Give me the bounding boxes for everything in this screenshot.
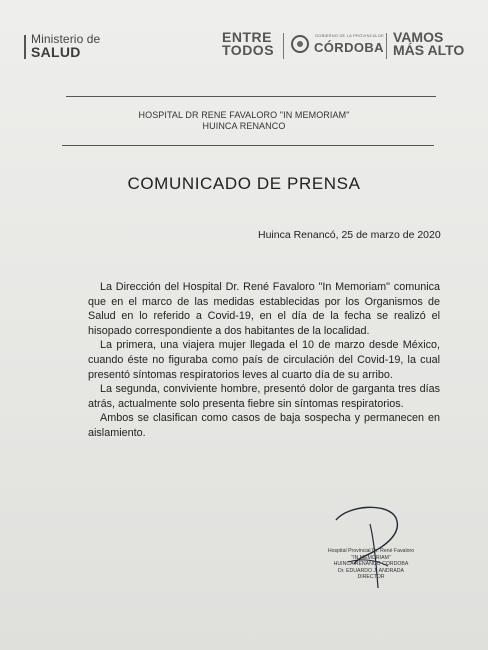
cordoba-logo-big: CÓRDOBA [314,40,384,55]
dateline: Huinca Renancó, 25 de marzo de 2020 [258,229,441,241]
cordoba-seal-icon [291,35,309,53]
hospital-city: HUINCA RENANCO [202,121,286,131]
entre-todos-logo [222,31,274,57]
entre-line: ENTRE [222,29,272,45]
todos-line: TODOS [222,42,275,58]
bottom-rule [62,145,434,146]
ministerio-logo-line2: SALUD [31,44,81,60]
paragraph [88,338,440,382]
mas-alto-line: MÁS ALTO [393,42,465,58]
paragraph-text: La primera, una viajera mujer llegada el 10 de marzo desde México, cuando éste no figuraba como país de circulación del Covid-19, la cual presentó síntomas respiratorios leves al cuarto día de su arribo. [88,339,440,381]
director-stamp [306,548,436,581]
paragraph [88,411,440,440]
paragraph [88,382,440,411]
document-title: COMUNICADO DE PRENSA [127,174,361,193]
ministerio-logo-bar [24,35,26,59]
paragraph [88,280,440,338]
vamos-line: VAMOS [393,29,444,45]
ministerio-logo-line1: Ministerio de [31,32,101,46]
cordoba-logo-small: GOBIERNO DE LA PROVINCIA DE [315,33,384,38]
top-rule [66,96,436,97]
logo-separator [283,33,284,59]
paragraph-text: La Dirección del Hospital Dr. René Favaloro "In Memoriam" comunica que en el marco de las medidas establecidas por los Organismos de Salud en lo referido a Covid-19, en el día de la fecha se realizó el hisopado correspondiente a dos habitantes de la localidad. [88,281,440,337]
stamp-line2: "IN MEMORIAM" [351,554,391,561]
paragraph-text: Ambos se clasifican como casos de baja sospecha y permanecen en aislamiento. [88,412,440,439]
stamp-line1: Hospital Provincial Dr. René Favaloro [327,548,415,554]
stamp-line3: HUINCA RENANCO CORDOBA [333,561,409,568]
stamp-line4: Dr. EDUARDO J. ANDRADA [337,567,404,574]
logo-separator [386,33,387,59]
vamos-mas-alto-logo [393,31,464,57]
paragraph-text: La segunda, conviviente hombre, presentó dolor de garganta tres días atrás, actualmente solo presenta fiebre sin síntomas respiratorios. [88,383,440,410]
hospital-name: HOSPITAL DR RENE FAVALORO "IN MEMORIAM" [138,110,350,120]
body-text [88,280,440,441]
stamp-line5: DIRECTOR [357,574,385,581]
